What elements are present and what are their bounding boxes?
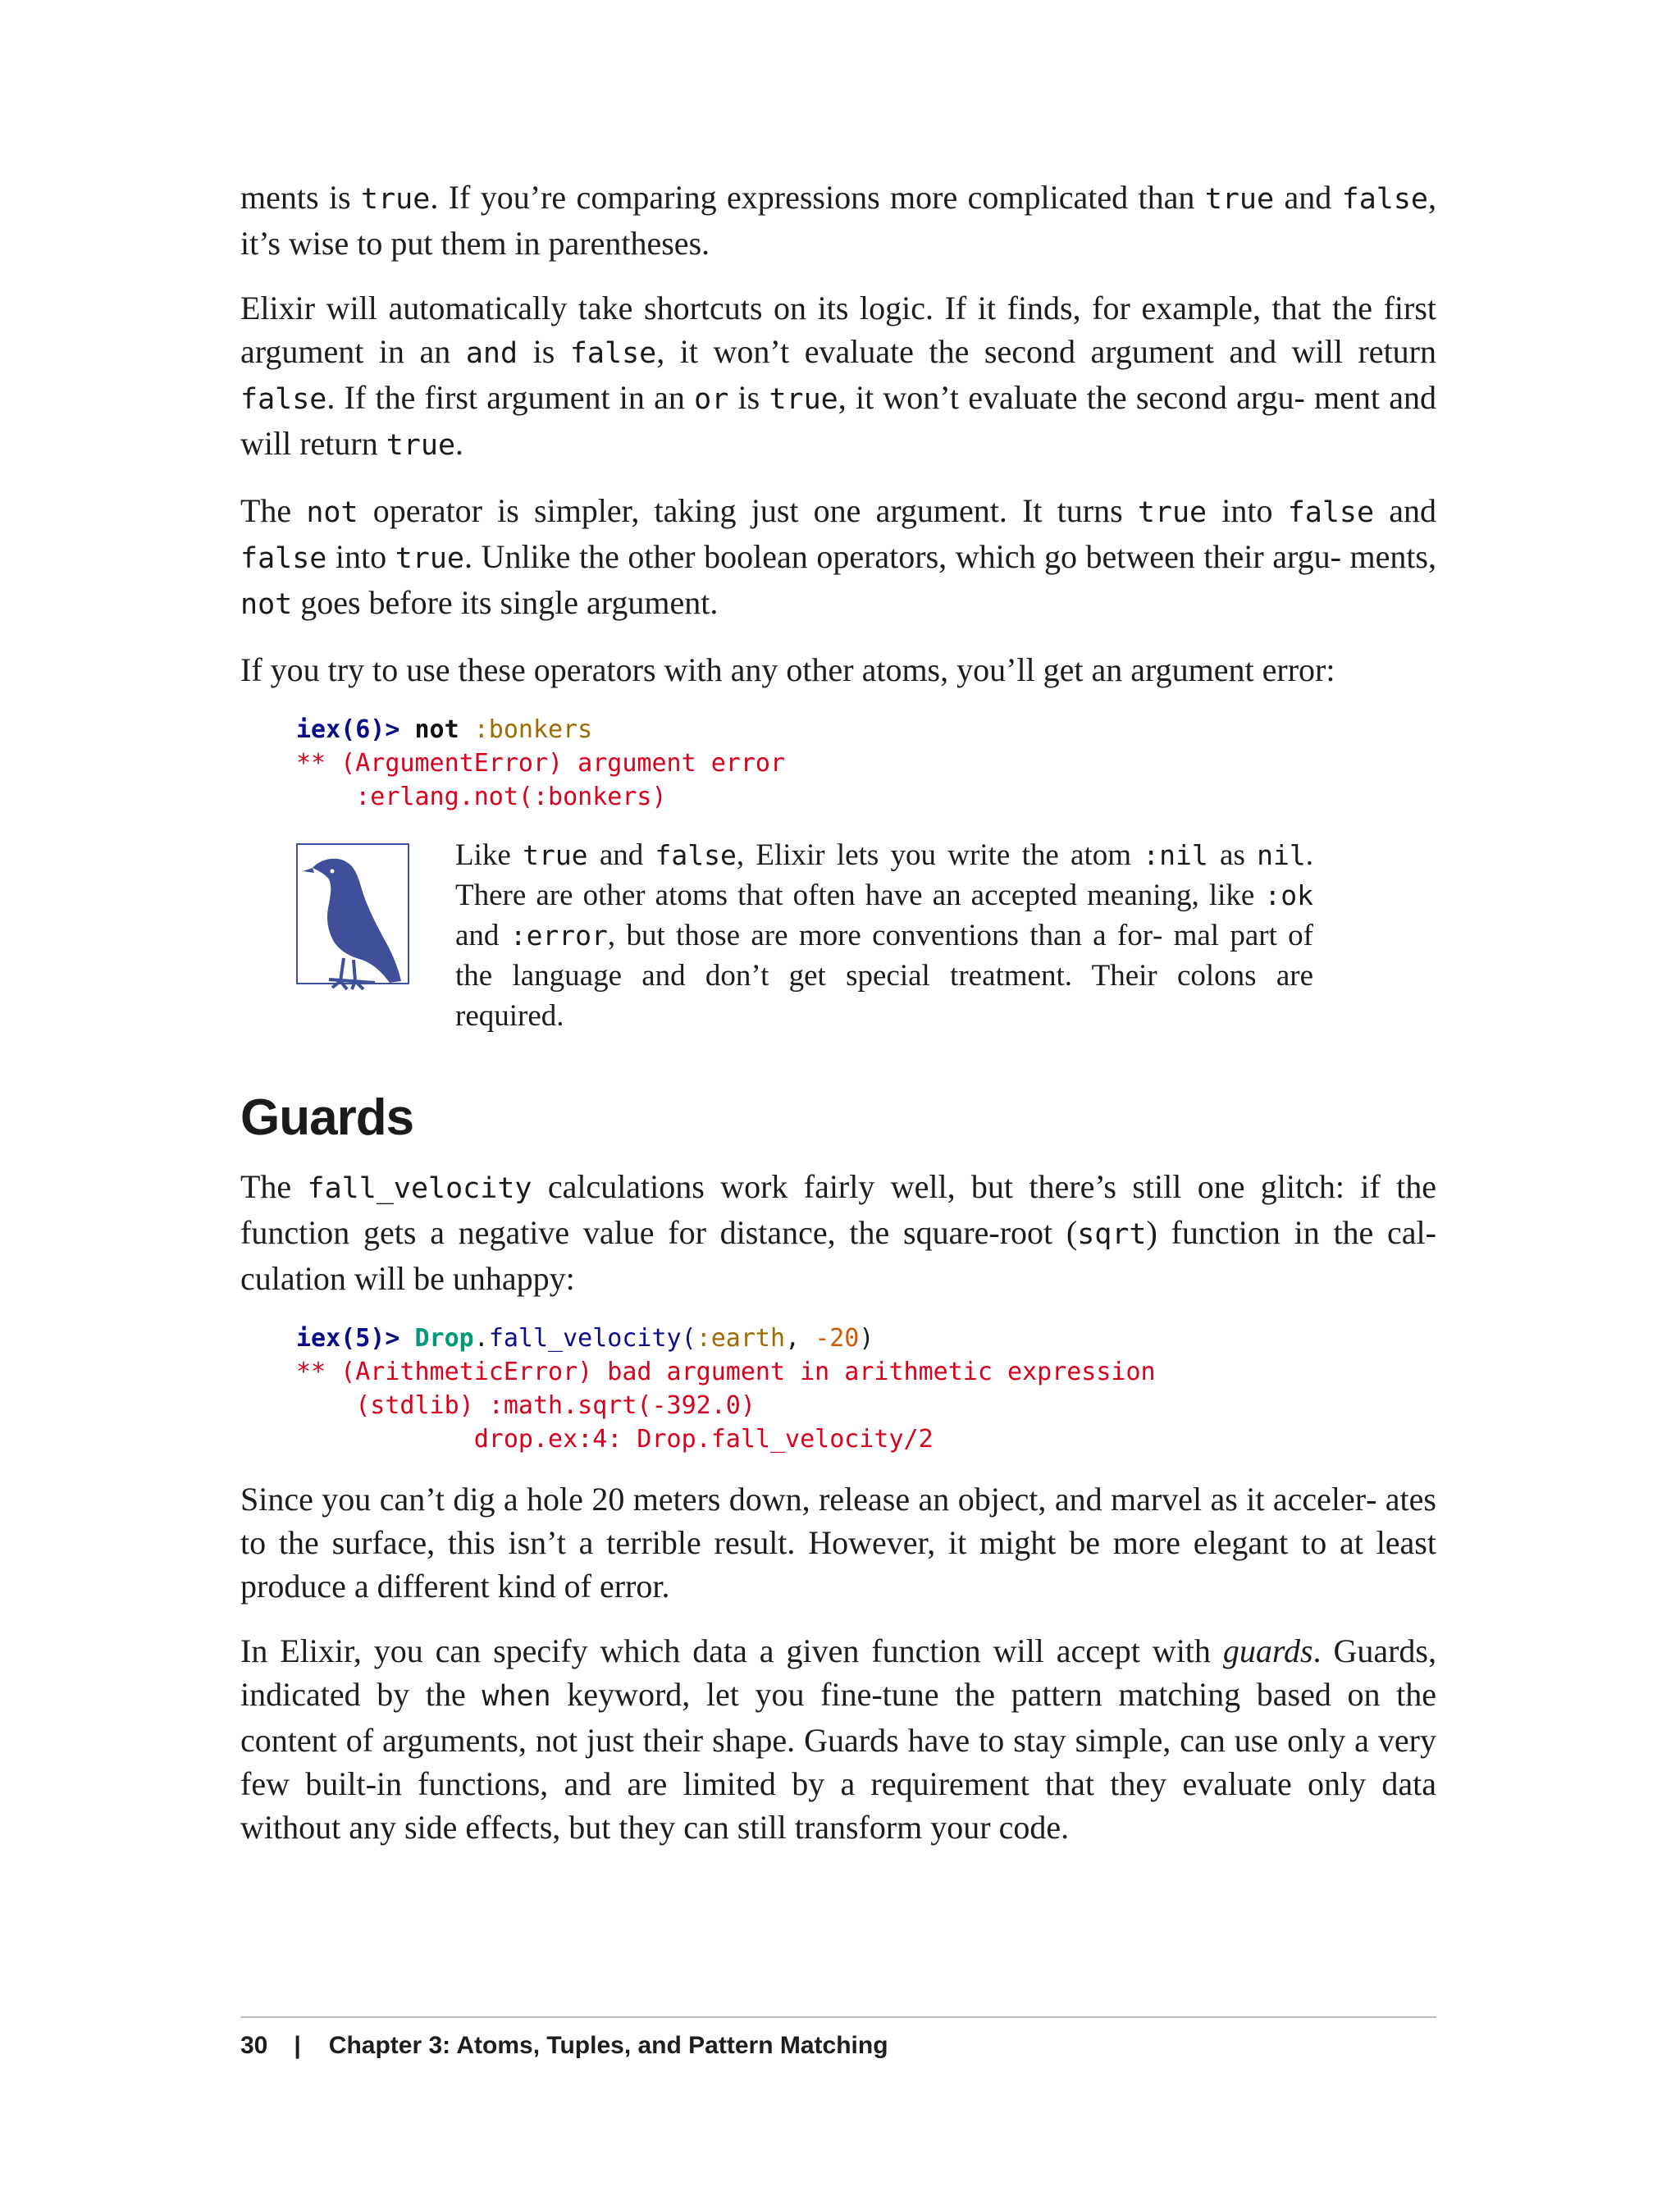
inline-code: true <box>1204 183 1275 216</box>
crow-icon <box>296 843 409 991</box>
text: , it’s wise to put them in parentheses. <box>240 179 1436 262</box>
paragraph-5 <box>240 1165 1436 1300</box>
inline-code: or <box>694 383 729 416</box>
inline-code: false <box>655 839 737 871</box>
iex-prompt: iex(6)> <box>296 715 400 744</box>
inline-code: true <box>523 839 588 871</box>
text: In Elixir, you can specify which data a given function will accept with <box>240 1632 1223 1669</box>
text: . Unlike the other boolean operators, which go between their argu‐ ments, <box>464 538 1437 575</box>
inline-code: and <box>465 337 518 370</box>
iex-prompt: iex(5)> <box>296 1324 400 1353</box>
paragraph-3 <box>240 489 1436 627</box>
code-keyword: not <box>414 715 459 744</box>
text: and <box>1374 492 1436 529</box>
code-error-line: :erlang.not(:bonkers) <box>296 783 667 811</box>
inline-code: true <box>1137 496 1208 529</box>
note-box <box>240 835 1436 1055</box>
text: Elixir will automatically take shortcuts on its logic. If it finds, for example, that the first argument in an <box>240 290 1436 370</box>
code-line <box>296 713 1436 746</box>
footer-rule <box>240 2016 1436 2018</box>
code-block-arithmetic-error <box>296 1322 1436 1456</box>
paragraph-4 <box>240 648 1436 692</box>
text: ments is <box>240 179 362 216</box>
code-atom: :earth <box>696 1324 786 1353</box>
footer-separator: | <box>294 2032 301 2059</box>
text: into <box>326 538 395 575</box>
text: , it won’t evaluate the second argument and will return <box>656 333 1436 370</box>
text: ) function in the cal‐ culation will be unhappy: <box>240 1214 1436 1297</box>
inline-code: :error <box>509 920 608 952</box>
chapter-title: Chapter 3: Atoms, Tuples, and Pattern Matching <box>328 2032 888 2059</box>
paragraph-6 <box>240 1477 1436 1608</box>
text: . If you’re comparing expressions more complicated than <box>430 179 1205 216</box>
text: . If the first argument in an <box>326 379 695 416</box>
code-module: Drop <box>414 1324 474 1353</box>
code-atom: :bonkers <box>473 715 593 744</box>
paragraph-1 <box>240 176 1436 265</box>
text: is <box>518 333 570 370</box>
inline-code: false <box>240 383 327 416</box>
text: Since you can’t dig a hole 20 meters down, release an object, and marvel as it acceler‐ ates to the surface, this isn’t a terrible result. However, it might be more elegant to at least produce a different kind of error. <box>240 1481 1436 1605</box>
inline-code: not <box>306 496 358 529</box>
emphasis: guards <box>1222 1632 1313 1669</box>
code-number: -20 <box>815 1324 860 1353</box>
text: If you try to use these operators with any other atoms, you’ll get an argument error: <box>240 651 1335 688</box>
inline-code: false <box>1287 496 1375 529</box>
section-heading: Guards <box>240 1089 414 1146</box>
code-punct: ) <box>859 1324 874 1353</box>
inline-code: not <box>240 588 293 621</box>
text: . Guards, indicated by the <box>240 1632 1437 1713</box>
inline-code: true <box>395 542 464 575</box>
code-punct: . <box>473 1324 489 1353</box>
paragraph-7 <box>240 1629 1436 1849</box>
inline-code: nil <box>1257 839 1306 871</box>
paragraph-2 <box>240 286 1436 468</box>
text: and <box>587 838 655 872</box>
text-column <box>240 176 1436 1870</box>
inline-code: false <box>240 542 327 575</box>
inline-code: false <box>1341 183 1428 216</box>
inline-code: sqrt <box>1077 1218 1147 1251</box>
code-error-line: drop.ex:4: Drop.fall_velocity/2 <box>296 1425 934 1454</box>
text: operator is simpler, taking just one argument. It turns <box>358 492 1138 529</box>
note-text <box>455 835 1313 1036</box>
text: goes before its single argument. <box>292 584 719 621</box>
text: Like <box>455 838 523 872</box>
text: , it won’t evaluate the second argu‐ ment and will return <box>240 379 1437 462</box>
text: and <box>455 919 510 952</box>
text: . There are other atoms that often have an accepted meaning, like <box>455 838 1313 912</box>
text: keyword, let you fine-tune the pattern matching based on the content of arguments, not just their shape. Guards have to stay simple, can use only a very few built-in functions, and are limited by a requirement that they evaluate only data without any side effects, but they can still transform your code. <box>240 1676 1437 1846</box>
inline-code: true <box>769 383 838 416</box>
code-block-argument-error <box>296 713 1436 814</box>
page-number: 30 <box>240 2032 268 2059</box>
text: , but those are more conventions than a for‐ mal part of the language and don’t get special treatment. Their colons are required. <box>455 919 1313 1033</box>
text: , Elixir lets you write the atom <box>736 838 1144 872</box>
text: into <box>1207 492 1288 529</box>
inline-code: :ok <box>1264 879 1313 911</box>
inline-code: fall_velocity <box>307 1172 532 1205</box>
text: and <box>1274 179 1342 216</box>
inline-code: :nil <box>1143 839 1208 871</box>
code-line <box>296 1322 1436 1355</box>
text: calculations work fairly well, but there’s still one glitch: if the function gets a negative value for distance, the square-root ( <box>240 1168 1436 1251</box>
code-punct: , <box>785 1324 815 1353</box>
inline-code: true <box>361 183 431 216</box>
text: is <box>728 379 769 416</box>
code-function: fall_velocity( <box>488 1324 696 1353</box>
code-error-line: (stdlib) :math.sqrt(-392.0) <box>296 1391 756 1420</box>
inline-code: true <box>386 429 456 462</box>
text: The <box>240 492 307 529</box>
text: The <box>240 1168 308 1205</box>
text: as <box>1208 838 1258 872</box>
page-footer <box>240 2029 888 2062</box>
code-error-line: ** (ArgumentError) argument error <box>296 749 786 778</box>
inline-code: false <box>569 337 657 370</box>
text: . <box>455 425 464 462</box>
inline-code: when <box>482 1680 551 1713</box>
code-error-line: ** (ArithmeticError) bad argument in arithmetic expression <box>296 1358 1156 1386</box>
